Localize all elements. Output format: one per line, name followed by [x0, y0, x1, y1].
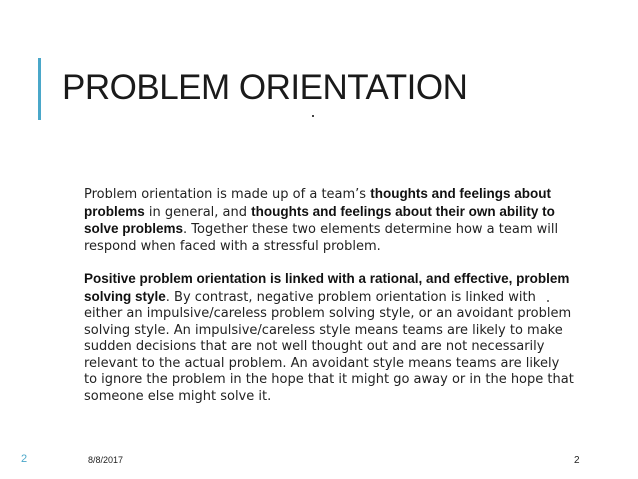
emphasis-text: thoughts and feelings about their own ability to solve problems	[84, 203, 555, 236]
footer-date: 8/8/2017	[88, 455, 124, 465]
emphasis-text: thoughts and feelings about problems	[84, 186, 551, 219]
decorative-dot	[547, 300, 549, 302]
slide-title: PROBLEM ORIENTATION	[62, 68, 468, 107]
title-accent-bar	[38, 58, 41, 120]
body-paragraph-1	[84, 186, 574, 255]
slide-body	[84, 186, 574, 405]
slide-number-left: 2	[21, 453, 28, 465]
emphasis-text: Positive problem orientation is linked with a rational, and effective, problem solving style	[84, 271, 570, 304]
body-text: Problem orientation is made up of a team’s	[84, 187, 371, 202]
decorative-dot	[312, 115, 314, 117]
body-text: . Together these two elements determine how a team will respond when faced with a stressful problem.	[84, 222, 559, 254]
body-text: in general, and	[144, 204, 252, 220]
slide-number-right: 2	[574, 455, 580, 466]
body-paragraph-2	[84, 271, 574, 405]
body-text: . By contrast, negative problem orientation is linked with either an impulsive/careless problem solving style, or an avoidant problem solving style. An impulsive/careless style means teams are likely to make sudden decisions that are not well thought out and are not necessarily relevant to the actual problem. An avoidant style means teams are likely to ignore the problem in the hope that it might go away or in the hope that someone else might solve it.	[84, 289, 574, 404]
